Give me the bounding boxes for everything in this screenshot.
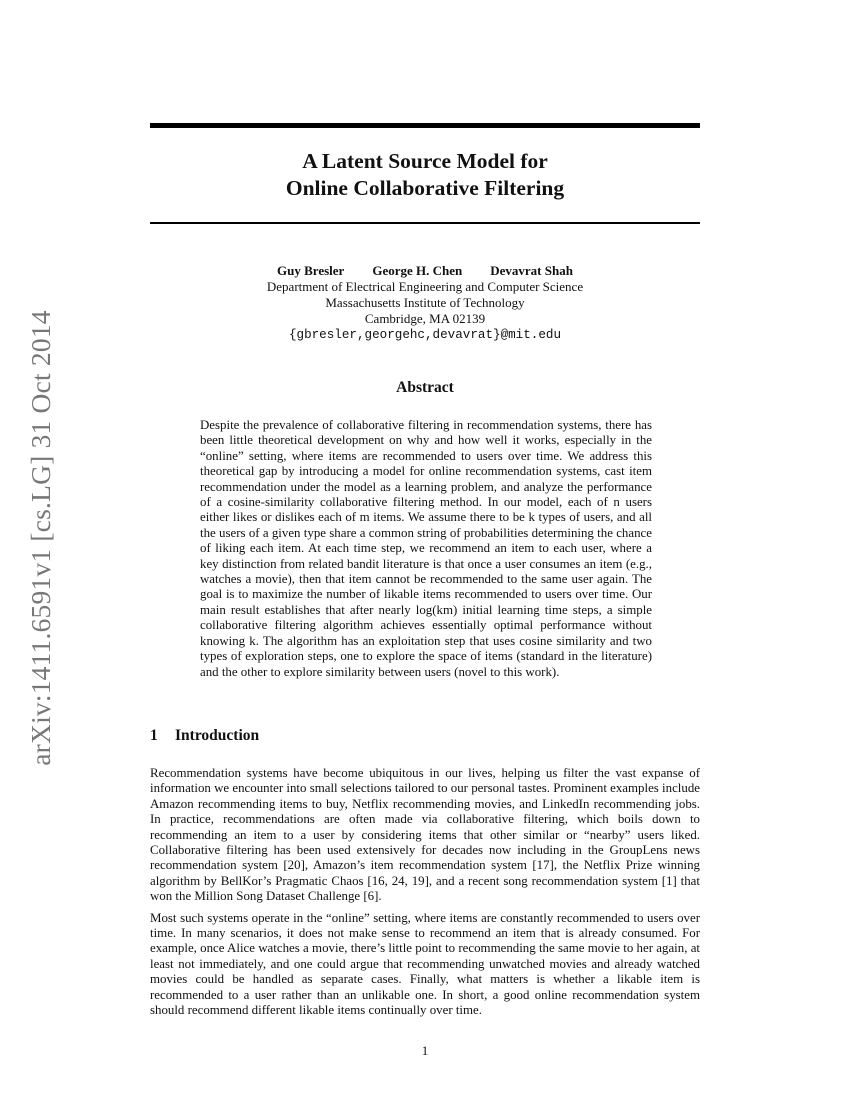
- author-city: Cambridge, MA 02139: [364, 311, 486, 326]
- arxiv-side-identifier: [18, 302, 64, 774]
- arxiv-identifier-text: arXiv:1411.6591v1 [cs.LG] 31 Oct 2014: [25, 310, 56, 766]
- body-paragraph: Recommendation systems have become ubiquitous in our lives, helping us filter the vast expanse of information we encounter into small selections tailored to our personal tastes. Prominent examples include Amazon recommending items to buy, Netflix recommending movies, and LinkedIn recommending jobs. In practice, recommendations are often made via collaborative filtering, which boils down to recommending an item to a user by considering items that other similar or “nearby” users liked. Collaborative filtering has been used extensively for decades now including in the GroupLens news recommendation system [20], Amazon’s item recommendation system [17], the Netflix Prize winning algorithm by BellKor’s Pragmatic Chaos [16, 24, 19], and a recent song recommendation system [1] that won the Million Song Dataset Challenge [6].: [150, 766, 700, 904]
- author-name: Devavrat Shah: [490, 263, 573, 278]
- author-institute: Massachusetts Institute of Technology: [325, 295, 525, 310]
- section-title: Introduction: [175, 727, 260, 744]
- title-bottom-rule: [150, 222, 700, 224]
- title-line-2: Online Collaborative Filtering: [285, 176, 565, 200]
- body-text: [150, 766, 700, 1025]
- author-block: [150, 263, 700, 343]
- page-number: 1: [421, 1043, 429, 1058]
- author-name: George H. Chen: [372, 263, 463, 278]
- author-department: Department of Electrical Engineering and Computer Science: [266, 279, 584, 294]
- abstract-heading: Abstract: [396, 379, 454, 396]
- author-name: Guy Bresler: [277, 263, 345, 278]
- section-heading: [150, 727, 259, 745]
- paper-title: [150, 148, 700, 202]
- author-names: [150, 263, 700, 279]
- body-paragraph: Most such systems operate in the “online” setting, where items are constantly recommended to users over time. In many scenarios, it does not make sense to recommend an item that is already consumed. For example, once Alice watches a movie, there’s little point to recommending the same movie to her again, at least not immediately, and one could argue that recommending unwatched movies and already watched movies could be handled as separate cases. Finally, what matters is whether a likable item is recommended to a user rather than an unlikable one. In short, a good online recommendation system should recommend different likable items continually over time.: [150, 910, 700, 1018]
- abstract-text: Despite the prevalence of collaborative filtering in recommendation systems, there has been little theoretical development on why and how well it works, especially in the “online” setting, where items are recommended to users over time. We address this theoretical gap by introducing a model for online recommendation systems, cast item recommendation under the model as a learning problem, and analyze the performance of a cosine-similarity collaborative filtering method. In our model, each of n users either likes or dislikes each of m items. We assume there to be k types of users, and all the users of a given type share a common string of probabilities determining the chance of liking each item. At each time step, we recommend an item to each user, where a key distinction from related bandit literature is that once a user consumes an item (e.g., watches a movie), then that item cannot be recommended to the same user again. The goal is to maximize the number of likable items recommended to users over time. Our main result establishes that after nearly log(km) initial learning time steps, a simple collaborative filtering algorithm achieves essentially optimal performance without knowing k. The algorithm has an exploitation step that uses cosine similarity and two types of exploration steps, one to explore the space of items (standard in the literature) and the other to explore similarity between users (novel to this work).: [200, 418, 652, 679]
- author-email: {gbresler,georgehc,devavrat}@mit.edu: [288, 328, 562, 342]
- title-line-1: A Latent Source Model for: [302, 149, 548, 173]
- title-top-rule: [150, 123, 700, 128]
- section-number: 1: [150, 727, 158, 744]
